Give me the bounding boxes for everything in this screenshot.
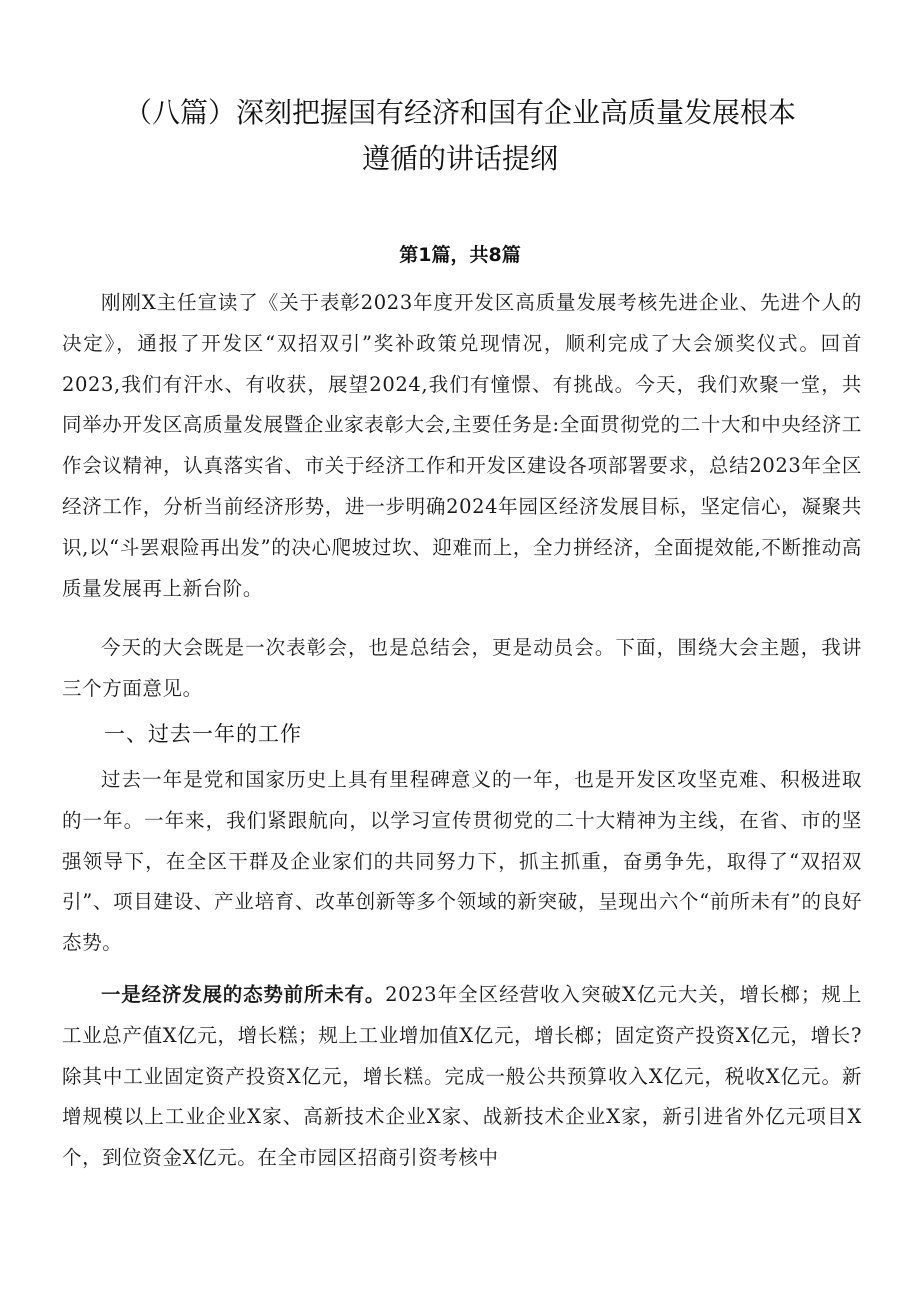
section-heading-past-year: 一、过去一年的工作: [104, 722, 302, 746]
paragraph-body-text: 2023年全区经营收入突破X亿元大关，增长榔；规上工业总产值X亿元，增长糕；规上工业增加值X亿元，增长榔；固定资产投资X亿元，增长?除其中工业固定资产投资X亿元，增长糕。完成一般公共预算收入X亿元，税收X亿元。新增规模以上工业企业X家、高新技术企业X家、战新技术企业X家，新引进省外亿元项目X个，到位资金X亿元。在全市园区招商引资考核中: [62, 983, 862, 1170]
section-number-label: 第1篇，共8篇: [399, 244, 521, 266]
paragraph-lead-phrase: 一是经济发展的态势前所未有。: [101, 983, 386, 1006]
document-title-line-1: （八篇）深刻把握国有经济和国有企业高质量发展根本: [123, 96, 796, 129]
paragraph-intro: 刚刚X主任宣读了《关于表彰2023年度开发区高质量发展考核先进企业、先进个人的决定》，通报了开发区“双招双引”奖补政策兑现情况，顺利完成了大会颁奖仪式。回首2023,我们有汗水、有收获，展望2024,我们有憧憬、有挑战。今天，我们欢聚一堂，共同举办开发区高质量发展暨企业家表彰大会,主要任务是:全面贯彻党的二十大和中央经济工作会议精神，认真落实省、市关于经济工作和开发区建设各项部署要求，总结2023年全区经济工作，分析当前经济形势，进一步明确2024年园区经济发展目标，坚定信心，凝聚共识,以“斗罢艰险再出发”的决心爬坡过坎、迎难而上，全力拼经济，全面提效能,不断推动高质量发展再上新台阶。: [62, 291, 862, 600]
paragraph-past-year-summary: 过去一年是党和国家历史上具有里程碑意义的一年，也是开发区攻坚克难、积极进取的一年。一年来，我们紧跟航向，以学习宣传贯彻党的二十大精神为主线，在省、市的坚强领导下，在全区干群及企业家们的共同努力下，抓主抓重，奋勇争先，取得了“双招双引”、项目建设、产业培育、改革创新等多个领域的新突破，呈现出六个“前所未有”的良好态势。: [62, 768, 862, 955]
document-title-line-2: 遵循的讲话提纲: [361, 142, 558, 175]
paragraph-meeting-purpose: 今天的大会既是一次表彰会，也是总结会，更是动员会。下面，围绕大会主题，我讲三个方面意见。: [62, 636, 862, 700]
paragraph-economic-development: [62, 975, 862, 1179]
